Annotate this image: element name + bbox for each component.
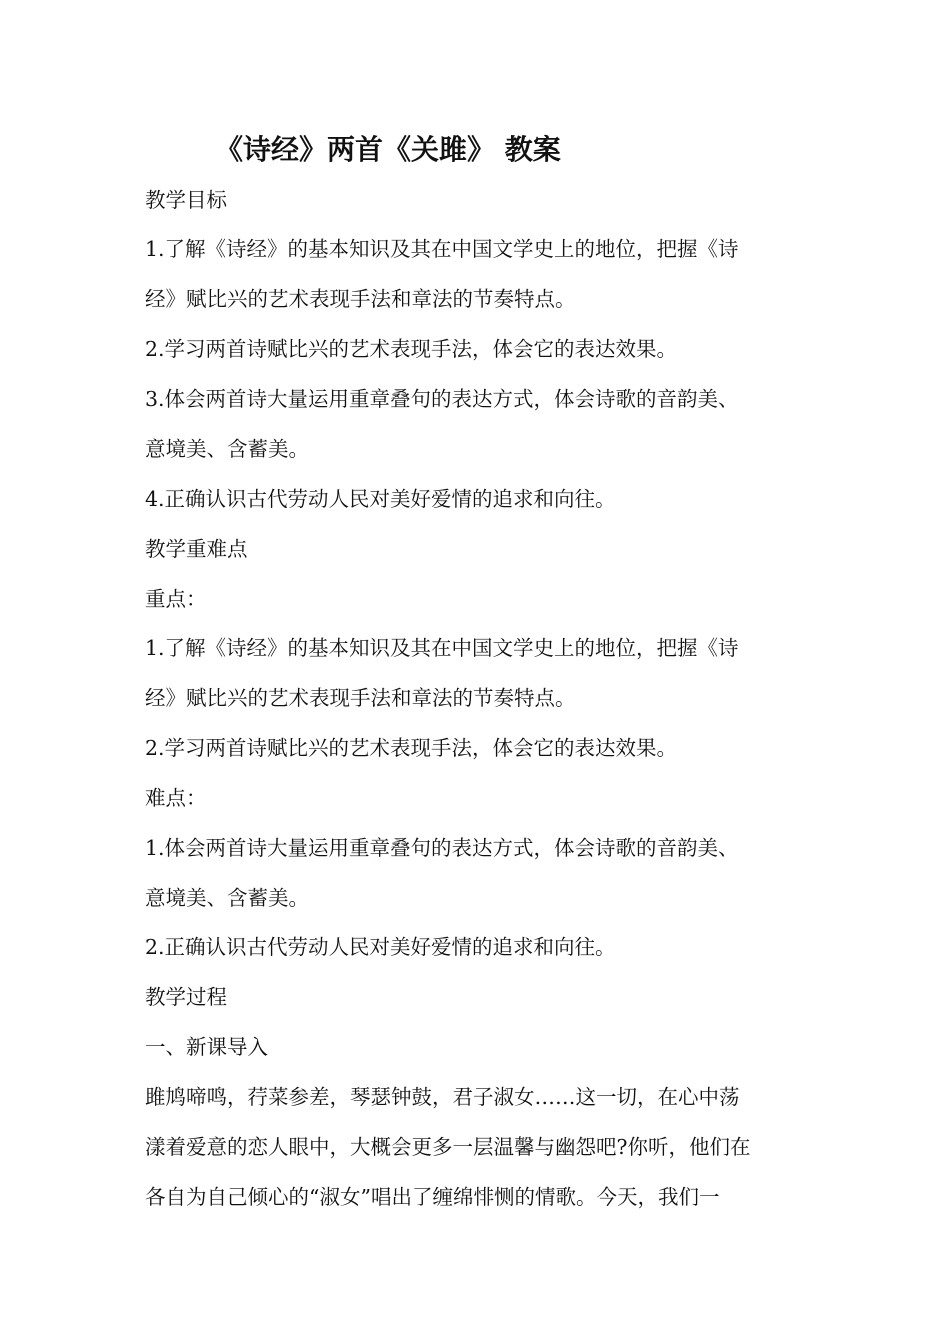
goal-2: 2.学习两首诗赋比兴的艺术表现手法，体会它的表达效果。 (145, 337, 678, 361)
intro-paragraph-line-1: 雎鸠啼鸣，荇菜参差，琴瑟钟鼓，君子淑女……这一切，在心中荡 (145, 1085, 740, 1109)
goal-1-line-2: 经》赋比兴的艺术表现手法和章法的节奏特点。 (145, 287, 576, 311)
heading-key-points: 教学重难点 (145, 537, 248, 561)
difficulty-1-line-2: 意境美、含蓄美。 (145, 886, 309, 910)
key-point-1-line-1: 1.了解《诗经》的基本知识及其在中国文学史上的地位，把握《诗 (145, 636, 739, 660)
heading-teaching-goals: 教学目标 (145, 188, 227, 212)
goal-4: 4.正确认识古代劳动人民对美好爱情的追求和向往。 (145, 487, 616, 511)
heading-teaching-process: 教学过程 (145, 985, 227, 1009)
label-difficulties: 难点： (145, 786, 207, 810)
goal-1-line-1: 1.了解《诗经》的基本知识及其在中国文学史上的地位，把握《诗 (145, 237, 739, 261)
document-title: 《诗经》两首《关雎》 教案 (215, 133, 561, 166)
difficulty-2: 2.正确认识古代劳动人民对美好爱情的追求和向往。 (145, 935, 616, 959)
goal-3-line-2: 意境美、含蓄美。 (145, 437, 309, 461)
key-point-2: 2.学习两首诗赋比兴的艺术表现手法，体会它的表达效果。 (145, 736, 678, 760)
section-introduction: 一、新课导入 (145, 1035, 268, 1059)
goal-3-line-1: 3.体会两首诗大量运用重章叠句的表达方式，体会诗歌的音韵美、 (145, 387, 739, 411)
intro-paragraph-line-2: 漾着爱意的恋人眼中，大概会更多一层温馨与幽怨吧?你听，他们在 (145, 1135, 751, 1159)
key-point-1-line-2: 经》赋比兴的艺术表现手法和章法的节奏特点。 (145, 686, 576, 710)
label-key-points: 重点： (145, 587, 207, 611)
difficulty-1-line-1: 1.体会两首诗大量运用重章叠句的表达方式，体会诗歌的音韵美、 (145, 836, 739, 860)
intro-paragraph-line-3: 各自为自己倾心的“淑女”唱出了缠绵悱恻的情歌。今天，我们一 (145, 1185, 720, 1209)
